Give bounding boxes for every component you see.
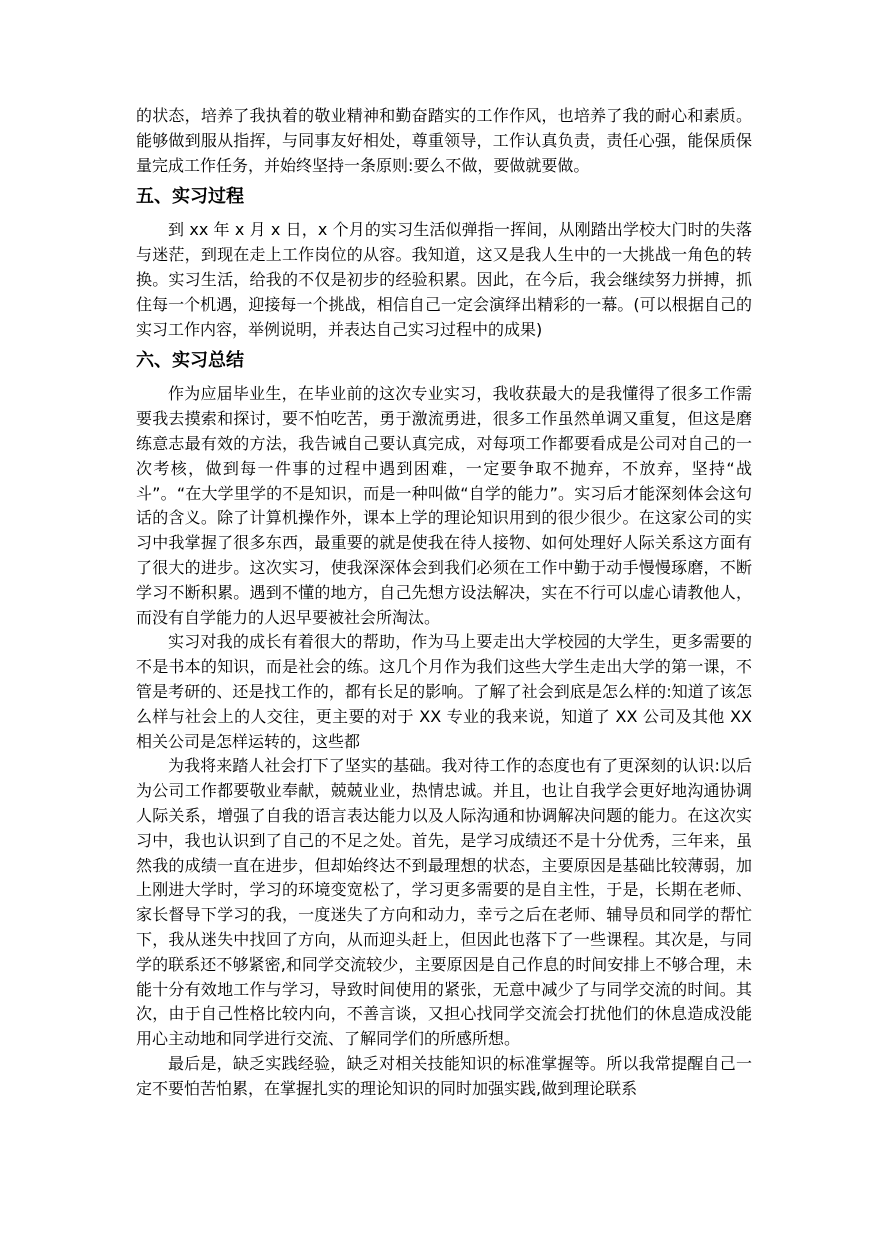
paragraph-summary-lastly: 最后是，缺乏实践经验，缺乏对相关技能知识的标准掌握等。所以我常提醒自己一定不要怕苦怕累，在掌握扎实的理论知识的同时加强实践,做到理论联系 — [136, 1053, 752, 1098]
paragraph-summary-foundation: 为我将来踏人社会打下了坚实的基础。我对待工作的态度也有了更深刻的认识:以后为公司工作都要敬业奉献，兢兢业业，热情忠诚。并且，也让自我学会更好地沟通协调人际关系，增强了自我的语言表达能力以及人际沟通和协调解决问题的能力。在这次实习中，我也认识到了自己的不足之处。首先，是学习成绩还不是十分优秀，三年来，虽然我的成绩一直在进步，但却始终达不到最理想的状态，主要原因是基础比较薄弱，加上刚进大学时，学习的环境变宽松了，学习更多需要的是自主性，于是，长期在老师、家长督导下学习的我，一度迷失了方向和动力，幸亏之后在老师、辅导员和同学的帮忙下，我从迷失中找回了方向，从而迎头赶上，但因此也落下了一些课程。其次是，与同学的联系还不够紧密,和同学交流较少，主要原因是自己作息的时间安排上不够合理，未能十分有效地工作与学习，导致时间使用的紧张，无意中减少了与同学交流的时间。其次，由于自己性格比较内向，不善言谈，又担心找同学交流会打扰他们的休息造成没能用心主动地和同学进行交流、了解同学们的所感所想。 — [136, 756, 752, 1049]
paragraph-internship-process: 到 xx 年 x 月 x 日，x 个月的实习生活似弹指一挥间，从刚踏出学校大门时的失落与迷茫，到现在走上工作岗位的从容。我知道，这又是我人生中的一大挑战一角色的转换。实习生活，给我的不仅是初步的经验积累。因此，在今后，我会继续努力拼搏，抓住每一个机遇，迎接每一个挑战，相信自己一定会演绎出精彩的一幕。(可以根据自己的实习工作内容，举例说明，并表达自己实习过程中的成果) — [136, 220, 752, 339]
paragraph-summary-growth: 实习对我的成长有着很大的帮助，作为马上要走出大学校园的大学生，更多需要的不是书本的知识，而是社会的练。这几个月作为我们这些大学生走出大学的第一课，不管是考研的、还是找工作的，都有长足的影响。了解了社会到底是怎么样的:知道了该怎么样与社会上的人交往，更主要的对于 XX 专业的我来说，知道了 XX 公司及其他 XX 相关公司是怎样运转的，这些都 — [136, 632, 752, 751]
document-page — [136, 104, 752, 1101]
heading-internship-process: 五、实习过程 — [136, 186, 244, 208]
heading-internship-summary: 六、实习总结 — [136, 350, 244, 372]
paragraph-summary-gains: 作为应届毕业生，在毕业前的这次专业实习，我收获最大的是我懂得了很多工作需要我去摸索和探讨，要不怕吃苦，勇于激流勇进，很多工作虽然单调又重复，但这是磨练意志最有效的方法，我告诫自己要认真完成，对每项工作都要看成是公司对自己的一次考核，做到每一件事的过程中遇到困难，一定要争取不抛弃，不放弃，坚持“战斗”。“在大学里学的不是知识，而是一种叫做“自学的能力”。实习后才能深刻体会这句话的含义。除了计算机操作外，课本上学的理论知识用到的很少很少。在这家公司的实习中我掌握了很多东西，最重要的就是使我在待人接物、如何处理好人际关系这方面有了很大的进步。这次实习，使我深深体会到我们必须在工作中勤于动手慢慢琢磨，不断学习不断积累。遇到不懂的地方，自己先想方设法解决，实在不行可以虚心请教他人，而没有自学能力的人迟早要被社会所淘汰。 — [136, 384, 752, 627]
paragraph-work-attitude: 的状态，培养了我执着的敬业精神和勤奋踏实的工作作风，也培养了我的耐心和素质。能够做到服从指挥，与同事友好相处，尊重领导，工作认真负责，责任心强，能保质保量完成工作任务，并始终坚持一条原则:要么不做，要做就要做。 — [136, 106, 752, 175]
